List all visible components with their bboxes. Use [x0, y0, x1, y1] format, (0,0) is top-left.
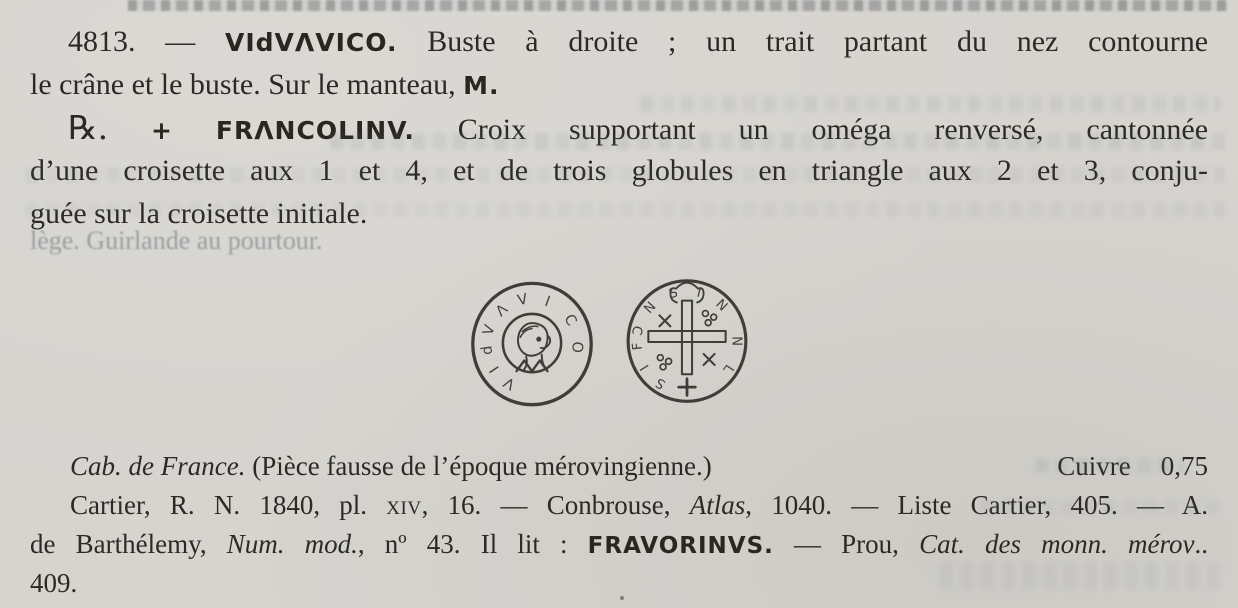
plate-number-smallcaps: xiv	[386, 490, 422, 520]
references-line2	[30, 525, 1208, 564]
cross-initial: +	[151, 116, 173, 145]
coin-ring-letter: V	[479, 322, 499, 338]
ref-title-italic: Num. mod.	[226, 529, 358, 559]
ref-text: ..	[1194, 529, 1208, 559]
reverse-legend: FRΛNCOLINV.	[215, 116, 415, 145]
coin-ring-letter: L	[719, 361, 737, 376]
croisette-quarter-1	[659, 315, 670, 326]
ref-text: , 1040. — Liste Cartier, 405. — A.	[745, 490, 1208, 520]
bleedthrough-smudge	[128, 0, 1228, 11]
obverse-coin-figure	[466, 279, 598, 411]
bust-drawing	[516, 323, 550, 371]
reverse-description-line2: d’une croisette aux 1 et 4, et de trois globules en triangle aux 2 et 3, conju-	[30, 154, 1208, 187]
coin-ring-letter: Λ	[492, 300, 512, 321]
coin-ring-letter: N	[728, 336, 744, 347]
obverse-legend: VIdVΛVICO.	[225, 28, 398, 57]
coin-ring-letter: F	[630, 341, 646, 351]
globules-quarter-3	[657, 355, 671, 370]
ref-text: , 16. — Conbrouse,	[421, 490, 690, 520]
coin-ring-letter: N	[712, 296, 730, 315]
ref-text: — Prou,	[773, 529, 920, 559]
references-line3: 409.	[30, 568, 78, 598]
reverse-sigil: ℞.	[68, 108, 109, 147]
metal: Cuivre	[1057, 451, 1131, 481]
bleedthrough-smudge	[640, 96, 1220, 112]
ref-text: , nº 43. Il lit :	[357, 529, 588, 559]
coin-figures	[22, 269, 1200, 411]
coin-ring-letter: I	[486, 362, 503, 376]
croisette-bottom	[679, 379, 696, 396]
collection-name: Cab. de France.	[70, 451, 246, 481]
coin-ring-letter: Ɔ	[630, 324, 648, 337]
reverse-description-line1: Croix supportant un oméga renversé, cantonnée	[457, 113, 1209, 146]
bleedthrough-smudge	[25, 167, 1225, 183]
ref-text: de Barthélemy,	[30, 529, 227, 559]
obverse-mark: M.	[463, 71, 500, 100]
obverse-description-line1: Buste à droite ; un trait partant du nez contourne	[427, 25, 1209, 58]
bleedthrough-smudge	[1035, 458, 1185, 473]
coin-ring-letter: V	[515, 290, 530, 310]
coin-ring-letter: V	[500, 373, 518, 393]
globules-quarter-2	[702, 311, 716, 326]
reverse-coin-figure	[618, 273, 756, 411]
coin-ring-letter: I	[695, 285, 703, 302]
coin-ring-letter: d	[478, 344, 497, 357]
dash: —	[165, 25, 196, 58]
fineness: 0,75	[1160, 451, 1208, 481]
obverse-ring-letters	[478, 291, 586, 393]
ref-title-italic: Atlas	[689, 490, 746, 520]
entry-heading-line	[30, 20, 1208, 63]
bleedthrough-smudge	[25, 202, 1225, 217]
ref-text: Cartier, R. N. 1840, pl.	[70, 490, 387, 520]
bleedthrough-smudge	[980, 500, 1220, 514]
croisette-quarter-4	[704, 354, 715, 365]
alternate-reading-legend: FRAVORINVS.	[587, 533, 774, 559]
coin-ring-letter: S	[667, 285, 680, 303]
coin-ring-letter: I	[637, 361, 653, 373]
coin-ring-letter: C	[560, 311, 581, 329]
provenance-text	[70, 447, 712, 486]
obverse-description-text: le crâne et le buste. Sur le manteau,	[30, 68, 456, 101]
coin-ring-letter: I	[542, 292, 553, 311]
coin-ring-letter: N	[641, 299, 660, 317]
entry-number: 4813.	[68, 25, 136, 58]
authenticity-note: (Pièce fausse de l’époque mérovingienne.)	[252, 451, 712, 481]
bleedthrough-smudge	[940, 562, 1220, 590]
bleedthrough-smudge	[330, 133, 1225, 150]
ref-title-italic: Cat. des monn. mérov	[919, 529, 1195, 559]
reverse-description-line3: guée sur la croisette initiale.	[30, 197, 368, 230]
ink-speck	[620, 596, 624, 600]
coin-ring-letter: S	[653, 374, 669, 392]
coin-ring-letter: O	[568, 340, 586, 354]
bleedthrough-text: lège. Guirlande au pourtour.	[30, 226, 323, 255]
